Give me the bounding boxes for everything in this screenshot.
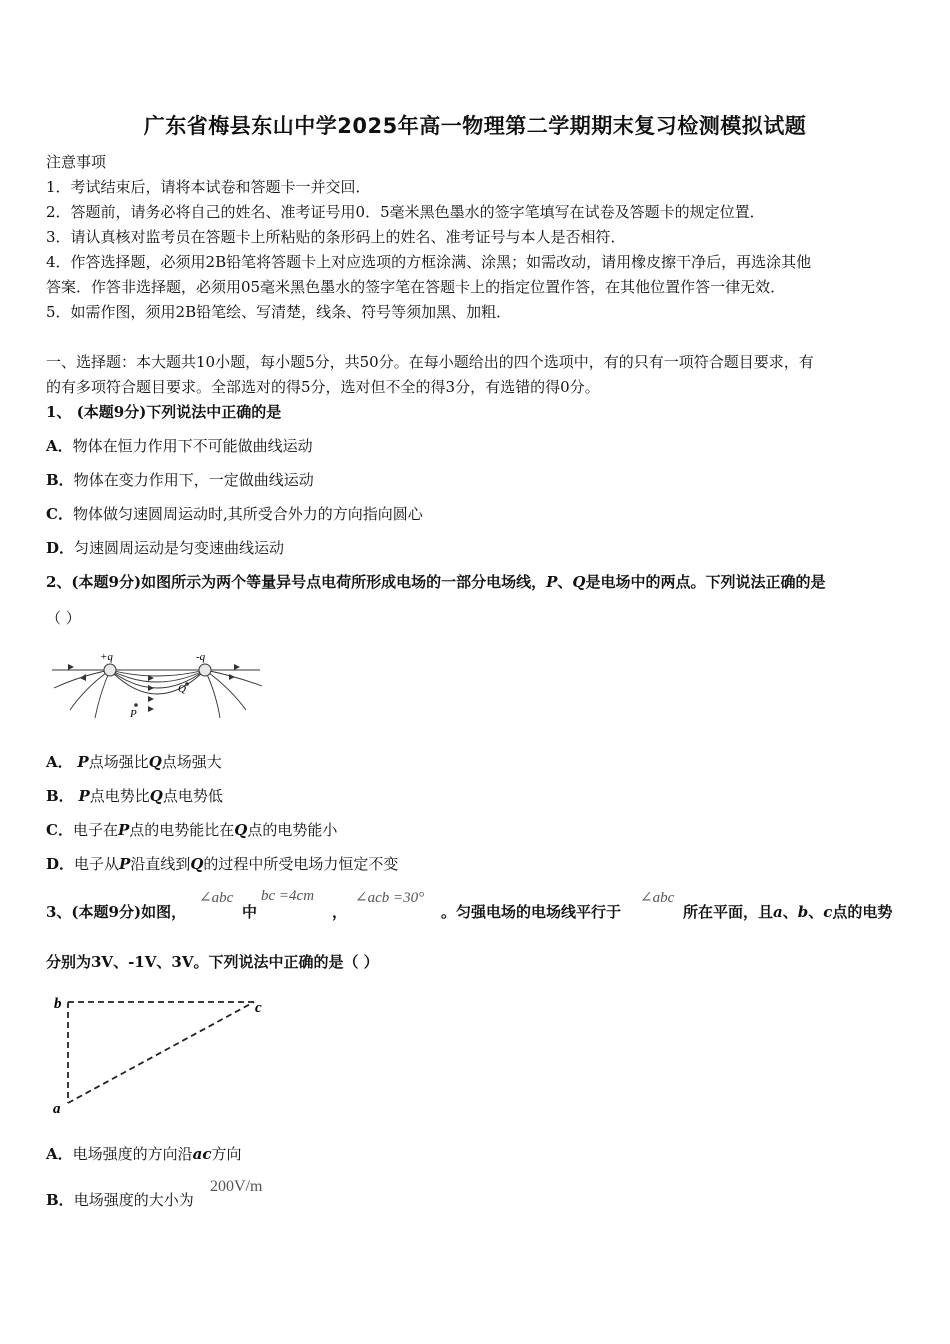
q3-stem-mid: 中 (242, 903, 258, 921)
q2-option-c (46, 820, 337, 840)
math-bc-length: bc =4cm (261, 888, 315, 904)
section-line: 一、选择题：本大题共10小题，每小题5分，共50分。在每小题给出的四个选项中，有的只有一项符合题目要求，有 (46, 353, 814, 371)
plus-q-label: +q (100, 651, 113, 663)
point-p-dot (134, 703, 138, 707)
notice-item: 4．作答选择题，必须用2B铅笔将答题卡上对应选项的方框涂满、涂黑；如需改动，请用橡皮擦干净后，再选涂其他 (46, 253, 812, 271)
field-line (205, 670, 262, 686)
field-arrow (148, 696, 154, 702)
q3-stem-start: 3、(本题9分)如图， (46, 903, 187, 921)
math-field-magnitude: 200V/m (210, 1178, 263, 1195)
q2-option-a (46, 752, 222, 772)
triangle-figure (50, 990, 280, 1118)
q3-stem-tail: 所在平面，且 (683, 903, 774, 921)
field-line (70, 670, 110, 710)
option-text: 电子在 (72, 821, 118, 839)
field-line (95, 670, 110, 718)
q3-option-a (46, 1144, 242, 1164)
option-label: A． (46, 437, 73, 455)
option-text: 物体在变力作用下，一定做曲线运动 (73, 471, 314, 489)
q3-stem-text (683, 902, 892, 922)
vertex-c-label: c (255, 1000, 262, 1016)
option-text: 的过程中所受电场力恒定不变 (203, 855, 399, 873)
option-text: 方向 (211, 1145, 242, 1163)
q3-option-b (46, 1190, 194, 1210)
negative-charge (199, 664, 211, 676)
q3-stem-tail: 点的电势 (832, 903, 893, 921)
notice-item: 3．请认真核对监考员在答题卡上所粘贴的条形码上的姓名、准考证号与本人是否相符． (46, 228, 626, 246)
q2-option-b (46, 786, 223, 806)
math-angle-acb: ∠acb =30° (355, 890, 425, 906)
option-label: D． (46, 539, 75, 557)
q3-sep: 、 (808, 903, 824, 921)
option-text: 点的电势能小 (247, 821, 338, 839)
option-text: 电场强度的大小为 (73, 1191, 194, 1209)
field-lines-figure (50, 648, 265, 720)
option-text: 电场强度的方向沿 (72, 1145, 193, 1163)
var-q: Q (148, 753, 162, 771)
var-q: Q (149, 787, 163, 805)
notice-item: 1．考试结束后，请将本试卷和答题卡一并交回． (46, 178, 371, 196)
field-line (205, 670, 220, 718)
var-ac: ac (192, 1145, 212, 1163)
vertex-b-label: b (54, 996, 62, 1012)
notice-item: 答案．作答非选择题，必须用05毫米黑色墨水的签字笔在答题卡上的指定位置作答，在其他位置作答一律无效． (46, 278, 786, 296)
field-arrow (68, 664, 74, 670)
q1-stem: 1、 (本题9分)下列说法中正确的是 (46, 403, 282, 421)
p-point-label: P (130, 708, 137, 720)
notice-heading: 注意事项 (46, 153, 107, 171)
var-q: Q (190, 855, 204, 873)
option-label: B． (46, 471, 74, 489)
q3-stem-comma: ， (332, 903, 348, 921)
q1-option-c (46, 504, 423, 524)
q1-option-d (46, 538, 284, 558)
minus-q-label: -q (196, 651, 206, 663)
option-text: 点的电势能比在 (129, 821, 235, 839)
option-text: 点场强大 (161, 753, 222, 771)
math-triangle-abc: ∠abc (640, 890, 675, 906)
field-arrow (148, 685, 154, 691)
field-line (205, 670, 246, 710)
field-line (110, 670, 205, 676)
q2-stem (46, 572, 825, 592)
option-text: 电子从 (74, 855, 120, 873)
option-label: D． (46, 855, 75, 873)
option-text: 点电势比 (89, 787, 150, 805)
var-p: P (78, 787, 90, 805)
option-text: 物体在恒力作用下不可能做曲线运动 (72, 437, 313, 455)
var-c: c (823, 903, 833, 921)
q2-stem-text: 是电场中的两点。下列说法正确的是 (585, 573, 826, 591)
q3-sep: 、 (782, 903, 798, 921)
side-ac (68, 1002, 254, 1103)
option-text: 沿直线到 (130, 855, 191, 873)
var-b: b (797, 903, 809, 921)
var-p: P (77, 753, 89, 771)
option-text: 匀速圆周运动是匀变速曲线运动 (74, 539, 285, 557)
q2-answer-paren: （ ） (46, 609, 81, 627)
q3-stem-text: 。匀强电场的电场线平行于 (441, 903, 622, 921)
var-q: Q (234, 821, 248, 839)
q1-option-a (46, 436, 313, 456)
q-point-label: Q (178, 683, 186, 695)
field-arrow (229, 674, 235, 680)
option-label: C． (46, 821, 73, 839)
notice-item: 2．答题前，请务必将自己的姓名、准考证号用0．5毫米黑色墨水的签字笔填写在试卷及答题卡的规定位置． (46, 203, 765, 221)
section-line: 的有多项符合题目要求。全部选对的得5分，选对但不全的得3分，有选错的得0分。 (46, 378, 600, 396)
var-a: a (773, 903, 783, 921)
notice-item: 5．如需作图，须用2B铅笔绘、写清楚，线条、符号等须加黑、加粗． (46, 303, 512, 321)
page-title: 广东省梅县东山中学2025年高一物理第二学期期末复习检测模拟试题 (143, 114, 807, 138)
field-arrow (148, 706, 154, 712)
q1-option-b (46, 470, 314, 490)
var-p: P (119, 855, 131, 873)
vertex-a-label: a (53, 1101, 61, 1117)
option-label: B． (46, 787, 74, 805)
positive-charge (104, 664, 116, 676)
var-p: P (117, 821, 130, 839)
q3-stem-line2: 分别为3V、-1V、3V。下列说法中正确的是（ ） (46, 953, 379, 971)
field-arrow (234, 664, 240, 670)
option-label: A． (46, 753, 73, 771)
field-arrow (80, 674, 86, 681)
option-text: 点电势低 (162, 787, 223, 805)
option-text: 点场强比 (88, 753, 149, 771)
q2-sep: 、 (557, 573, 573, 591)
option-label: C． (46, 505, 73, 523)
var-q: Q (572, 573, 586, 591)
math-triangle-abc: ∠abc (199, 890, 234, 906)
option-label: A． (46, 1145, 73, 1163)
var-p: P (546, 573, 558, 591)
q2-option-d (46, 854, 398, 874)
option-text: 物体做匀速圆周运动时,其所受合外力的方向指向圆心 (72, 505, 423, 523)
q2-stem-text: 2、(本题9分)如图所示为两个等量异号点电荷所形成电场的一部分电场线， (46, 573, 547, 591)
option-label: B． (46, 1191, 74, 1209)
